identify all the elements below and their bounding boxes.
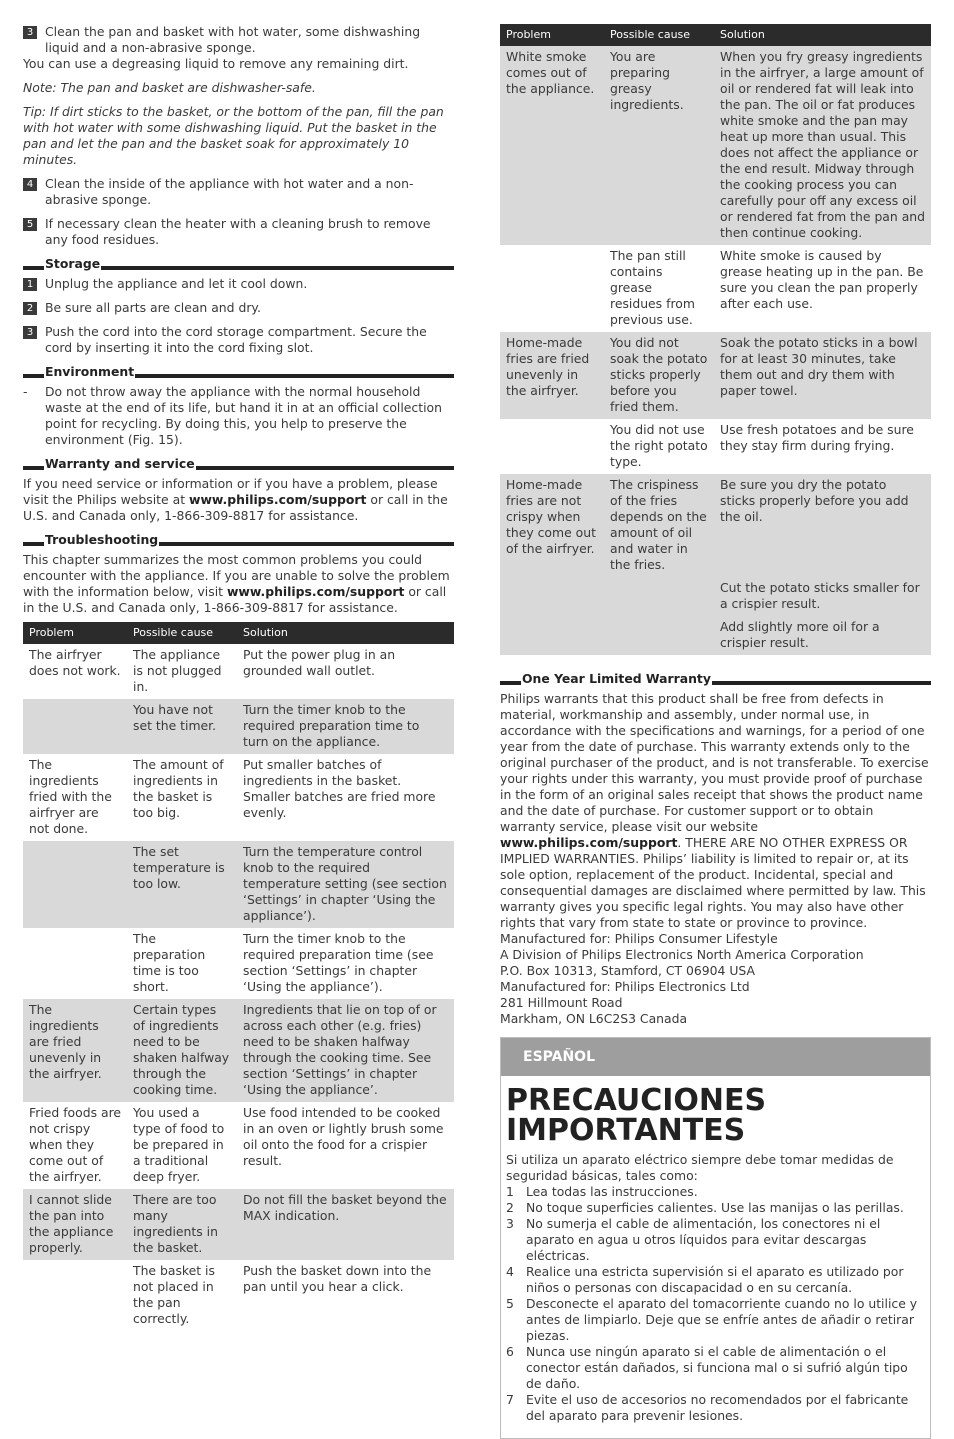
- list-number: 6: [506, 1344, 514, 1359]
- problem-cell: The airfryer does not work.: [29, 647, 121, 678]
- solution-cell: Cut the potato sticks smaller for a crispier result.: [714, 577, 931, 616]
- solution-cell: Put smaller batches of ingredients in the basket. Smaller batches are fried more evenly.: [243, 757, 436, 820]
- cause-cell: The preparation time is too short.: [133, 931, 206, 994]
- address-line: Manufactured for: Philips Consumer Lifestyle: [500, 931, 778, 946]
- table-row: [23, 1102, 454, 1189]
- espanol-section: [500, 1037, 931, 1439]
- table-row: [23, 754, 454, 841]
- storage-step-1: [23, 276, 454, 292]
- problem-cell: The ingredients are fried unevenly in the airfryer.: [23, 999, 127, 1102]
- list-item: [506, 1392, 922, 1424]
- cause-cell: You did not soak the potato sticks properly before you fried them.: [604, 332, 714, 419]
- step-text: Push the cord into the cord storage compartment. Secure the cord by inserting it into the cord fixing slot.: [45, 324, 427, 355]
- step-number: 1: [23, 278, 37, 291]
- troubleshooting-heading: Troubleshooting: [23, 532, 454, 548]
- list-number: 2: [506, 1200, 514, 1215]
- table-row: [500, 332, 931, 419]
- problem-cell: [23, 1260, 127, 1331]
- tip-text: Tip: If dirt sticks to the basket, or the bottom of the pan, fill the pan with hot water with some dishwashing liquid. Put the basket in the pan and let the pan and the basket soak for approximately 10 minutes.: [23, 104, 444, 167]
- dash-bullet: -: [23, 384, 28, 399]
- step-text: Unplug the appliance and let it cool down.: [45, 276, 308, 291]
- solution-cell: Push the basket down into the pan until you hear a click.: [243, 1263, 432, 1294]
- solution-cell: Use food intended to be cooked in an oven or lightly brush some oil onto the food for a crispier result.: [243, 1105, 444, 1168]
- problem-cell: Home-made fries are fried unevenly in the airfryer.: [500, 332, 604, 419]
- table-row: [23, 699, 454, 754]
- storage-step-3: [23, 324, 454, 356]
- step-text: If necessary clean the heater with a cleaning brush to remove any food residues.: [45, 216, 431, 247]
- support-link[interactable]: www.philips.com/support: [226, 584, 405, 599]
- solution-cell: Use fresh potatoes and be sure they stay firm during frying.: [720, 422, 914, 453]
- solution-cell: When you fry greasy ingredients in the airfryer, a large amount of oil or rendered fat will leak into the pan. The oil or fat produces white smoke and the pan may heat up more than usual. This does not affect the appliance or the end result. Midway through the cooking process you can carefully pour off any excess oil or rendered fat from the pan and then continue cooking.: [714, 46, 931, 245]
- cause-cell: [604, 577, 714, 616]
- list-number: 5: [506, 1296, 514, 1311]
- list-item: [506, 1184, 922, 1200]
- header-solution: Solution: [714, 24, 931, 46]
- list-text: Desconecte el aparato del tomacorriente cuando no lo utilice y antes de limpiarlo. Deje que se enfríe antes de añadir o retirar piezas.: [526, 1296, 918, 1343]
- storage-step-2: [23, 300, 454, 316]
- one-year-warranty-text: Philips warrants that this product shall be free from defects in material, workmanship and assembly, under normal use, in accordance with the specifications and warnings, for a period of one year from the date of purchase. This warranty extends only to the original purchaser of the product, and is not transferable. To exercise your rights under this warranty, you must provide proof of purchase in the form of an original sales receipt that shows the product name and the date of purchase. For customer support or to obtain warranty service, please visit our website www.philips.com/support. THERE ARE NO OTHER EXPRESS OR IMPLIED WARRANTIES. Philips’ liability is limited to repair or, at its sole option, replacement of the product. Incidental, special and consequential damages are disclaimed where permitted by law. This warranty gives you specific legal rights. You may also have other rights that vary from state to state or province to province.: [500, 691, 929, 930]
- problem-cell: [23, 699, 127, 754]
- list-text: No sumerja el cable de alimentación, los conectores ni el aparato en agua u otros líquidos para evitar descargas eléctricas.: [526, 1216, 881, 1263]
- step-text: Be sure all parts are clean and dry.: [45, 300, 261, 315]
- address-line: 281 Hillmount Road: [500, 995, 623, 1010]
- step-text: Clean the inside of the appliance with hot water and a non-abrasive sponge.: [45, 176, 414, 207]
- header-solution: Solution: [237, 622, 454, 644]
- list-text: Nunca use ningún aparato si el cable de alimentación o el conector están dañados, si funciona mal o si sufrió algún tipo de daño.: [526, 1344, 908, 1391]
- cause-cell: [604, 616, 714, 655]
- cleaning-step-5: [23, 216, 454, 248]
- table-row: [500, 577, 931, 616]
- solution-cell: White smoke is caused by grease heating up in the pan. Be sure you clean the pan properly after each use.: [720, 248, 924, 311]
- storage-heading: Storage: [23, 256, 454, 272]
- table-row: [23, 1189, 454, 1260]
- one-year-warranty-heading: One Year Limited Warranty: [500, 671, 931, 687]
- cleaning-step-4: [23, 176, 454, 208]
- warranty-service-text: If you need service or information or if you have a problem, please visit the Philips website at www.philips.com/support or call in the U.S. and Canada only, 1-866-309-8817 for assistance.: [23, 476, 448, 523]
- list-item: [506, 1200, 922, 1216]
- cause-cell: You are preparing greasy ingredients.: [604, 46, 714, 245]
- table-row: [500, 46, 931, 245]
- step-number: 5: [23, 218, 37, 231]
- solution-cell: Be sure you dry the potato sticks properly before you add the oil.: [714, 474, 931, 577]
- problem-cell: [500, 616, 604, 655]
- problem-cell: [500, 245, 604, 332]
- step-number: 3: [23, 26, 37, 39]
- header-problem: Problem: [500, 24, 604, 46]
- table-header-row: [23, 622, 454, 644]
- header-cause: Possible cause: [127, 622, 237, 644]
- table-row: [23, 928, 454, 999]
- note-text: Note: The pan and basket are dishwasher-safe.: [23, 80, 316, 95]
- environment-text: Do not throw away the appliance with the normal household waste at the end of its life, but hand it in at an official collection point for recycling. By doing this, you help to preserve the environment (Fig. 15).: [45, 384, 442, 447]
- list-number: 4: [506, 1264, 514, 1279]
- cause-cell: The crispiness of the fries depends on the amount of oil and water in the fries.: [604, 474, 714, 577]
- step-number: 3: [23, 326, 37, 339]
- problem-cell: Home-made fries are not crispy when they come out of the airfryer.: [500, 474, 604, 577]
- header-problem: Problem: [23, 622, 127, 644]
- problem-cell: [23, 928, 127, 999]
- header-cause: Possible cause: [604, 24, 714, 46]
- solution-cell: Put the power plug in an grounded wall outlet.: [243, 647, 396, 678]
- solution-cell: Soak the potato sticks in a bowl for at least 30 minutes, take them out and dry them with paper towel.: [714, 332, 931, 419]
- solution-cell: Add slightly more oil for a crispier result.: [714, 616, 931, 655]
- left-column: [23, 24, 454, 1331]
- environment-item: [23, 384, 454, 448]
- precautions-list: [506, 1184, 922, 1424]
- list-number: 1: [506, 1184, 514, 1199]
- cause-cell: You have not set the timer.: [127, 699, 237, 754]
- solution-cell: Turn the timer knob to the required preparation time to turn on the appliance.: [237, 699, 454, 754]
- table-row: [23, 999, 454, 1102]
- cause-cell: The pan still contains grease residues from previous use.: [610, 248, 695, 327]
- cause-cell: Certain types of ingredients need to be shaken halfway through the cooking time.: [127, 999, 237, 1102]
- list-number: 3: [506, 1216, 514, 1231]
- solution-cell: Do not fill the basket beyond the MAX indication.: [237, 1189, 454, 1260]
- intro-text: Si utiliza un aparato eléctrico siempre debe tomar medidas de seguridad básicas, tales como:: [506, 1152, 894, 1183]
- table-row: [500, 616, 931, 655]
- problem-cell: [23, 841, 127, 928]
- troubleshooting-table-right: [500, 24, 931, 655]
- right-column: [500, 24, 931, 1439]
- support-link[interactable]: www.philips.com/support: [189, 492, 367, 507]
- problem-cell: [500, 419, 604, 474]
- solution-cell: Turn the timer knob to the required preparation time (see section ‘Settings’ in chapter ‘Using the appliance’).: [243, 931, 434, 994]
- solution-cell: Ingredients that lie on top of or across each other (e.g. fries) need to be shaken halfway through the cooking time. See section ‘Settings’ in chapter ‘Using the appliance’.: [237, 999, 454, 1102]
- problem-cell: [500, 577, 604, 616]
- cause-cell: The set temperature is too low.: [127, 841, 237, 928]
- list-number: 7: [506, 1392, 514, 1407]
- address-line: P.O. Box 10313, Stamford, CT 06904 USA: [500, 963, 755, 978]
- list-text: Lea todas las instrucciones.: [526, 1184, 698, 1199]
- list-item: [506, 1264, 922, 1296]
- list-text: Evite el uso de accesorios no recomendados por el fabricante del aparato para prevenir lesiones.: [526, 1392, 909, 1423]
- troubleshooting-intro: This chapter summarizes the most common problems you could encounter with the appliance. If you are unable to solve the problem with the information below, visit www.philips.com/support or call in the U.S. and Canada only, 1-866-309-8817 for assistance.: [23, 552, 450, 615]
- table-row: [23, 841, 454, 928]
- table-row: [23, 644, 454, 699]
- warranty-service-heading: Warranty and service: [23, 456, 454, 472]
- address-line: A Division of Philips Electronics North America Corporation: [500, 947, 864, 962]
- manufacturer-address: [500, 931, 931, 1027]
- cause-cell: The basket is not placed in the pan correctly.: [133, 1263, 215, 1326]
- table-header-row: [500, 24, 931, 46]
- list-item: [506, 1344, 922, 1392]
- table-row: [500, 474, 931, 577]
- solution-cell: Turn the temperature control knob to the required temperature setting (see section ‘Settings’ in chapter ‘Using the appliance’).: [237, 841, 454, 928]
- list-text: No toque superficies calientes. Use las manijas o las perillas.: [526, 1200, 904, 1215]
- list-text: Realice una estricta supervisión si el aparato es utilizado por niños o personas con discapacidad o en su cercanía.: [526, 1264, 904, 1295]
- language-band: ESPAÑOL: [501, 1038, 930, 1076]
- problem-cell: The ingredients fried with the airfryer are not done.: [29, 757, 112, 836]
- cause-cell: The amount of ingredients in the basket is too big.: [133, 757, 224, 820]
- problem-cell: White smoke comes out of the appliance.: [500, 46, 604, 245]
- cleaning-step-3: [23, 24, 454, 56]
- table-row: [500, 419, 931, 474]
- problem-cell: Fried foods are not crispy when they come out of the airfryer.: [29, 1105, 122, 1184]
- cause-cell: There are too many ingredients in the basket.: [127, 1189, 237, 1260]
- table-row: [500, 245, 931, 332]
- cause-cell: You used a type of food to be prepared in a traditional deep fryer.: [133, 1105, 225, 1184]
- problem-cell: I cannot slide the pan into the appliance properly.: [23, 1189, 127, 1260]
- degrease-text: You can use a degreasing liquid to remove any remaining dirt.: [23, 56, 409, 71]
- step-number: 2: [23, 302, 37, 315]
- address-line: Manufactured for: Philips Electronics Ltd: [500, 979, 750, 994]
- address-line: Markham, ON L6C2S3 Canada: [500, 1011, 688, 1026]
- cause-cell: You did not use the right potato type.: [610, 422, 708, 469]
- list-item: [506, 1216, 922, 1264]
- support-link[interactable]: www.philips.com/support: [500, 835, 678, 850]
- step-text: Clean the pan and basket with hot water, some dishwashing liquid and a non-abrasive sponge.: [45, 24, 421, 55]
- step-number: 4: [23, 178, 37, 191]
- list-item: [506, 1296, 922, 1344]
- environment-heading: Environment: [23, 364, 454, 380]
- troubleshooting-table-left: [23, 622, 454, 1331]
- cause-cell: The appliance is not plugged in.: [133, 647, 222, 694]
- section-title: PRECAUCIONES IMPORTANTES: [506, 1083, 767, 1148]
- table-row: [23, 1260, 454, 1331]
